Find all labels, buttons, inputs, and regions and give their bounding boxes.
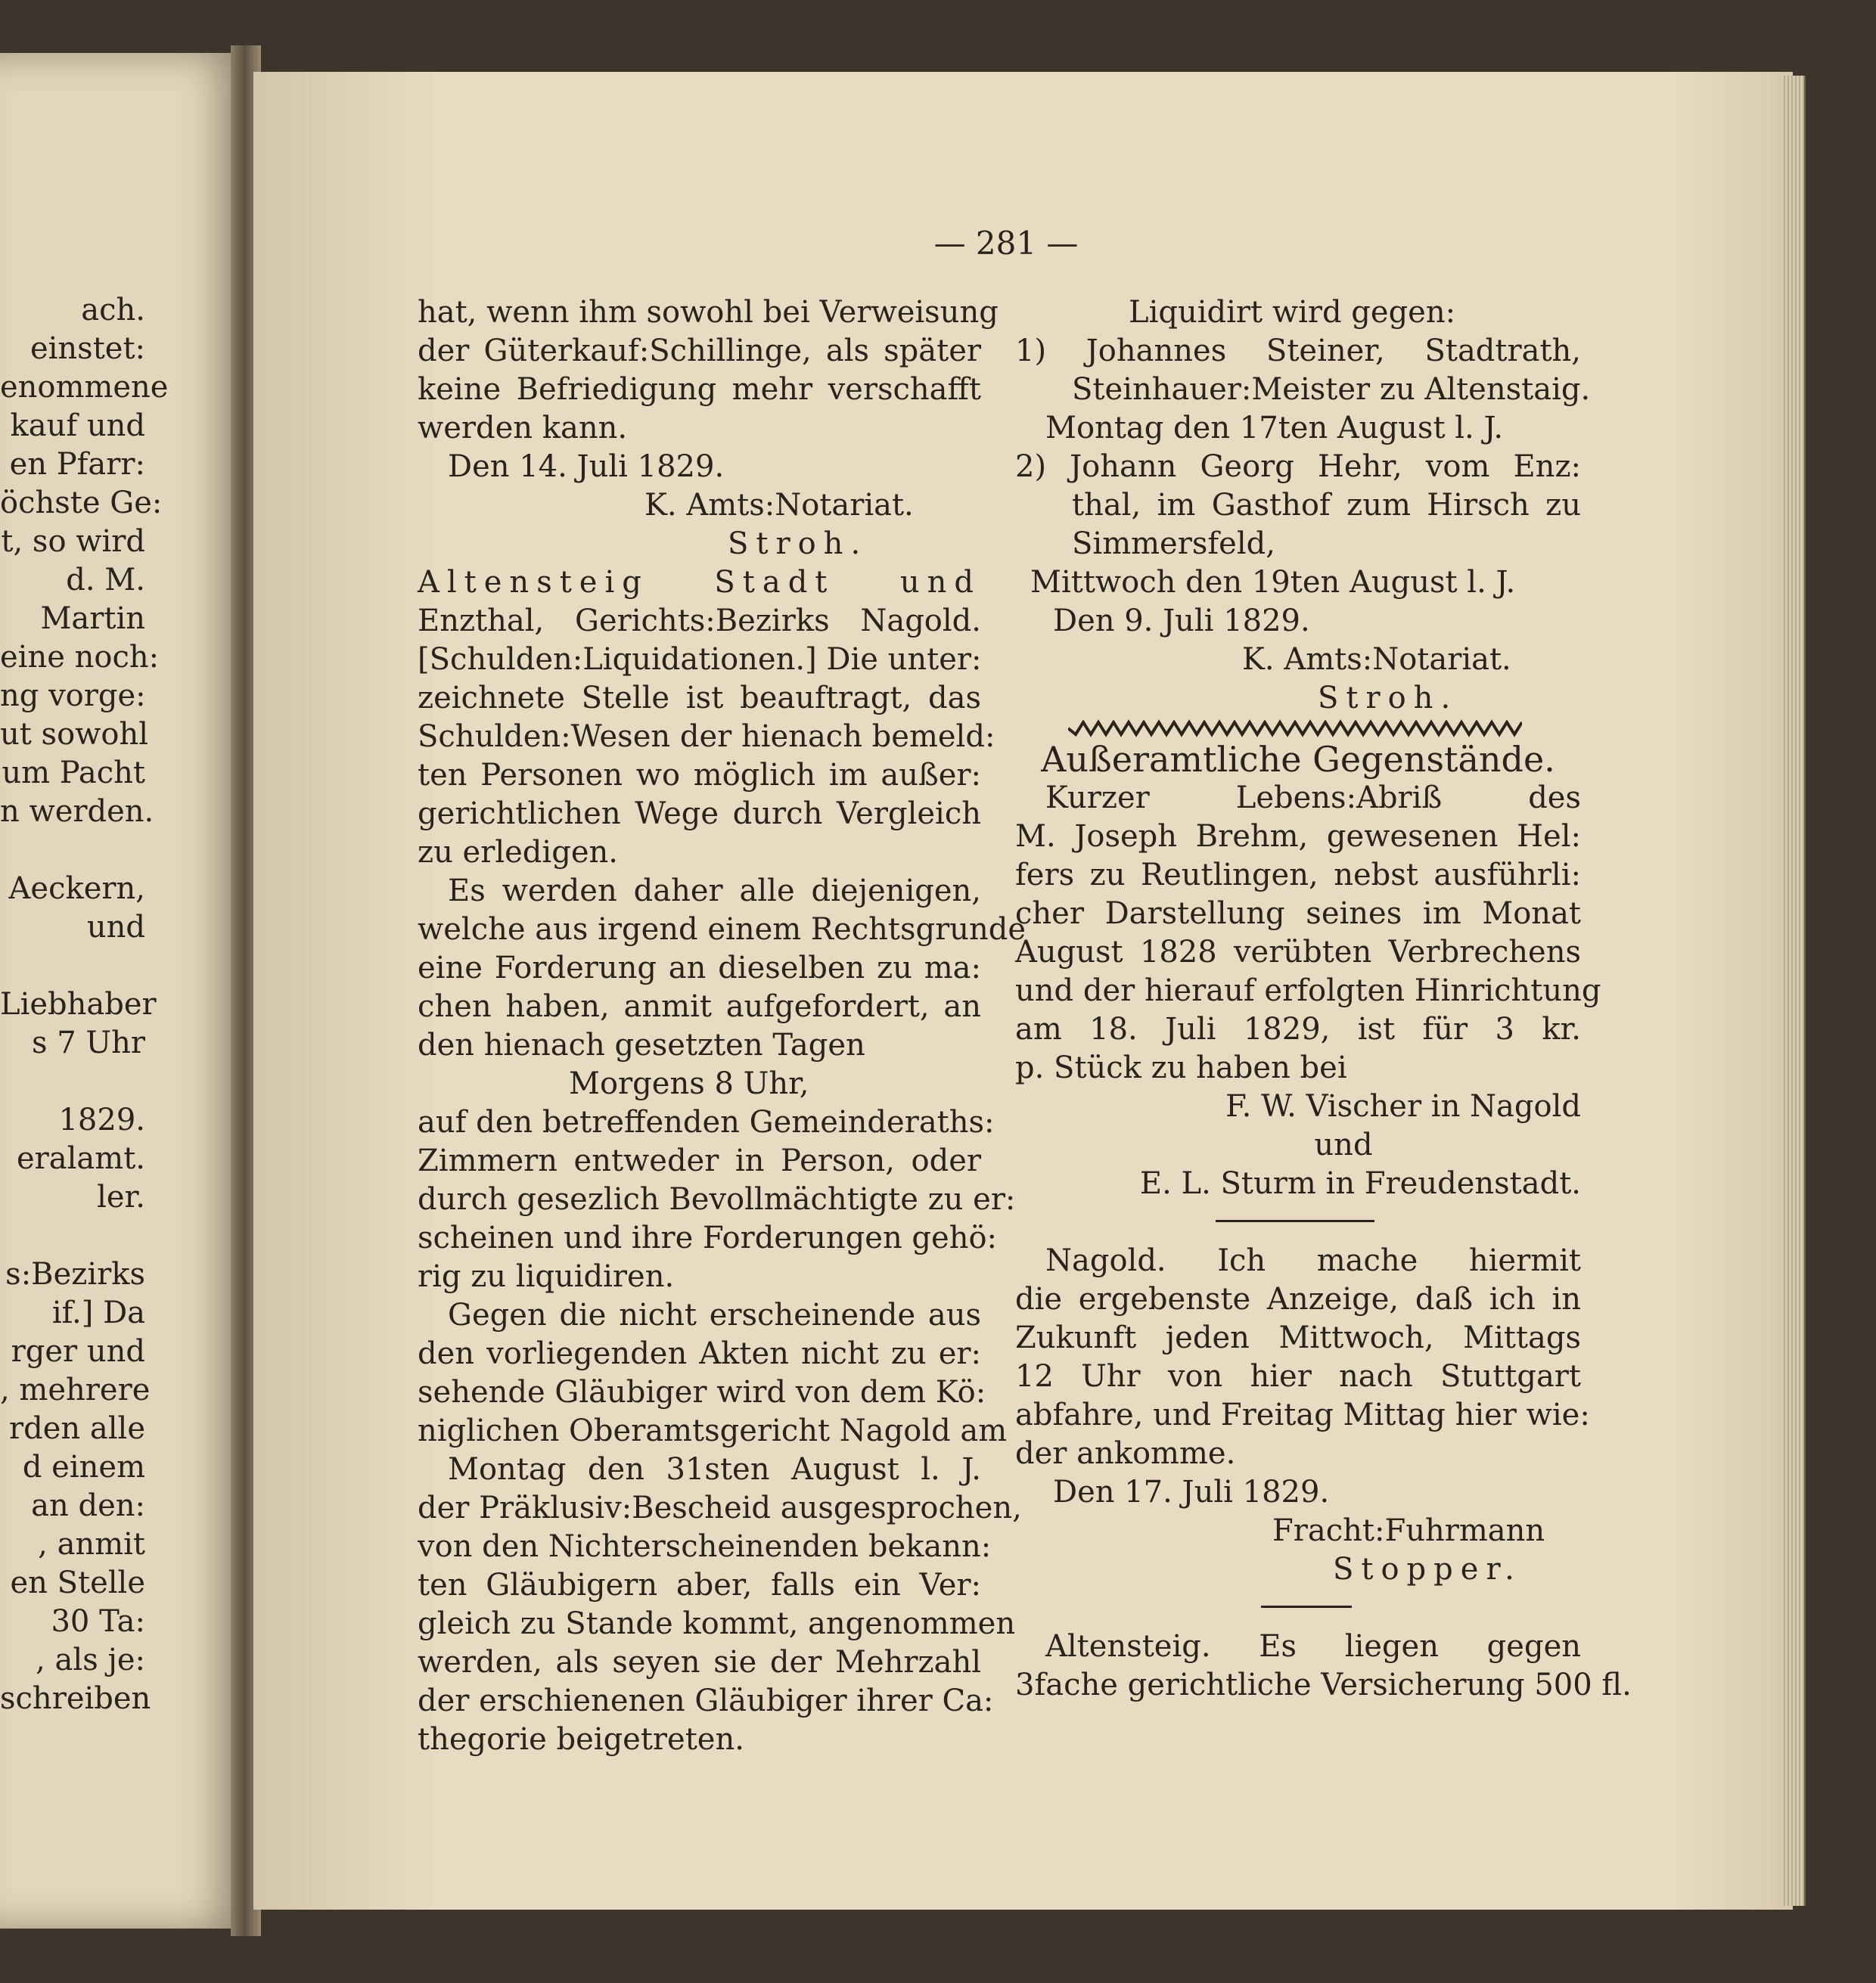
text-line: den hienach gesetzten Tagen: [418, 1028, 865, 1063]
text-line: welche aus irgend einem Rechtsgrunde: [418, 912, 1027, 947]
text-line: August 1828 verübten Verbrechens: [1015, 935, 1581, 970]
text-line: Enzthal, Gerichts:Bezirks Nagold.: [418, 604, 981, 638]
creditor-call-paragraph: [418, 872, 1027, 1065]
text-line: werden kann.: [418, 411, 628, 445]
wavy-rule-icon: [1068, 719, 1522, 737]
liquidation-item-1: [1015, 332, 1591, 448]
wavy-separator: [1015, 718, 1581, 740]
left-page-line: eralamt.: [17, 1141, 145, 1176]
text-line: Nagold. Ich mache hiermit: [1045, 1243, 1581, 1278]
text-line: thegorie beigetreten.: [418, 1722, 744, 1757]
left-page-line: en Pfarr:: [9, 447, 145, 482]
text-line: zu erledigen.: [418, 835, 618, 870]
column-left: [418, 293, 1027, 1759]
notice-date: Den 14. Juli 1829.: [448, 449, 725, 484]
notice-date: Den 9. Juli 1829.: [1053, 604, 1310, 638]
text-line: M. Joseph Brehm, gewesenen Hel:: [1015, 819, 1581, 854]
text-line: ten Personen wo möglich im außer:: [418, 758, 981, 793]
notice-heading: Altensteig Stadt und: [418, 565, 981, 600]
page-edges: [1781, 76, 1806, 1906]
text-line: Altensteig. Es liegen gegen: [1045, 1629, 1581, 1664]
left-page-line: ler.: [97, 1180, 145, 1215]
notary-signer: Stroh.: [728, 526, 868, 561]
text-line: Simmersfeld,: [1072, 526, 1275, 561]
intro-paragraph: [418, 293, 999, 448]
seller-1: F. W. Vischer in Nagold: [1225, 1089, 1581, 1124]
text-line: die ergebenste Anzeige, daß ich in: [1015, 1282, 1581, 1317]
text-line: 3fache gerichtliche Versicherung 500 fl.: [1015, 1668, 1632, 1702]
left-page-line: rden alle: [9, 1411, 145, 1446]
left-page-text: [0, 291, 169, 1718]
book-announcement: [1015, 779, 1601, 1203]
left-page: [0, 53, 250, 1929]
item-1-date: Montag den 17ten August l. J.: [1045, 411, 1504, 445]
text-line: und der hierauf erfolgten Hinrichtung: [1015, 973, 1601, 1008]
left-page-line: s:Bezirks: [5, 1257, 145, 1292]
notary-signer: Stroh.: [1318, 681, 1458, 715]
left-page-line: [0, 947, 145, 985]
text-line: werden, als seyen sie der Mehrzahl: [418, 1645, 981, 1680]
conjunction: und: [1314, 1128, 1373, 1162]
divider-rule: [1015, 1203, 1581, 1242]
transport-announcement: [1015, 1242, 1590, 1589]
text-line: Gegen die nicht erscheinende aus: [448, 1298, 981, 1333]
left-page-line: ut sowohl: [0, 717, 149, 752]
left-page-line: ng vorge:: [0, 678, 146, 713]
text-line: 1) Johannes Steiner, Stadtrath,: [1015, 334, 1581, 368]
text-line: auf den betreffenden Gemeinderaths:: [418, 1105, 995, 1140]
item-2-date: Mittwoch den 19ten August l. J.: [1030, 565, 1516, 600]
left-page-line: enommene: [0, 370, 169, 405]
section-title: Außeramtliche Gegenstände.: [1041, 739, 1555, 780]
text-line: rig zu liquidiren.: [418, 1259, 675, 1294]
text-line: eine Forderung an dieselben zu ma:: [418, 951, 981, 985]
text-line: der erschienenen Gläubiger ihrer Ca:: [418, 1684, 994, 1718]
left-page-line: kauf und: [10, 408, 145, 443]
text-line: den vorliegenden Akten nicht zu er:: [418, 1336, 981, 1371]
notary-office: K. Amts:Notariat.: [1242, 642, 1511, 677]
text-line: hat, wenn ihm sowohl bei Verweisung: [418, 295, 999, 330]
text-line: gerichtlichen Wege durch Vergleich: [418, 796, 981, 831]
text-line: zeichnete Stelle ist beauftragt, das: [418, 681, 981, 715]
text-line: niglichen Oberamtsgericht Nagold am: [418, 1414, 1008, 1448]
left-page-line: [0, 1217, 145, 1255]
transport-date: Den 17. Juli 1829.: [1053, 1475, 1330, 1510]
left-page-line: 1829.: [58, 1103, 145, 1137]
text-line: von den Nichterscheinenden bekann:: [418, 1529, 992, 1564]
left-page-line: Martin: [40, 601, 145, 636]
text-line: 2) Johann Georg Hehr, vom Enz:: [1015, 449, 1581, 484]
left-page-line: , mehrere: [0, 1373, 151, 1407]
left-page-line: einstet:: [30, 331, 145, 366]
text-line: der Präklusiv:Bescheid ausgesprochen,: [418, 1491, 1022, 1525]
text-line: fers zu Reutlingen, nebst ausführli:: [1015, 858, 1581, 892]
left-page-line: rger und: [11, 1334, 145, 1369]
left-page-line: Liebhaber: [0, 987, 157, 1022]
text-line: sehende Gläubiger wird von dem Kö:: [418, 1375, 986, 1410]
left-page-line: 30 Ta:: [51, 1604, 145, 1639]
left-page-line: en Stelle: [10, 1566, 145, 1600]
left-page-line: d einem: [22, 1450, 145, 1485]
left-page-line: an den:: [31, 1488, 145, 1523]
column-right: [1015, 293, 1632, 1705]
text-line: Zimmern entweder in Person, oder: [418, 1144, 981, 1178]
left-page-line: um Pacht: [2, 756, 145, 790]
liquidation-item-2: [1015, 448, 1581, 602]
text-line: der ankomme.: [1015, 1436, 1236, 1471]
text-line: thal, im Gasthof zum Hirsch zu: [1072, 488, 1581, 523]
text-line: cher Darstellung seines im Monat: [1015, 896, 1581, 931]
left-page-line: s 7 Uhr: [32, 1026, 145, 1060]
text-line: ten Gläubigern aber, falls ein Ver:: [418, 1568, 981, 1603]
text-line: 12 Uhr von hier nach Stuttgart: [1015, 1359, 1581, 1394]
notary-office: K. Amts:Notariat.: [644, 488, 914, 523]
left-page-line: d. M.: [66, 563, 145, 597]
left-page-line: t, so wird: [1, 524, 145, 559]
left-page-line: n werden.: [0, 794, 154, 829]
left-page-line: und: [86, 910, 145, 945]
altensteig-announcement: [1015, 1628, 1632, 1705]
text-line: Kurzer Lebens:Abriß des: [1045, 780, 1581, 815]
text-line: keine Befriedigung mehr verschafft: [418, 372, 981, 407]
left-page-line: if.] Da: [51, 1296, 145, 1330]
signer-title: Fracht:Fuhrmann: [1272, 1513, 1545, 1548]
left-page-line: [0, 1063, 145, 1101]
text-line: Schulden:Wesen der hienach bemeld:: [418, 719, 995, 754]
left-page-line: ach.: [81, 293, 145, 327]
liquidation-heading: Liquidirt wird gegen:: [1129, 295, 1456, 330]
text-line: der Güterkauf:Schillinge, als später: [418, 334, 981, 368]
transport-signer: Stopper.: [1333, 1552, 1522, 1587]
text-line: Steinhauer:Meister zu Altenstaig.: [1072, 372, 1591, 407]
preclusion-paragraph: [418, 1296, 1022, 1759]
text-line: [Schulden:Liquidationen.] Die unter:: [418, 642, 982, 677]
preclusion-deadline: Montag den 31sten August l. J.: [448, 1452, 981, 1487]
appointment-time: Morgens 8 Uhr,: [569, 1066, 809, 1101]
divider-rule: [1015, 1589, 1581, 1628]
left-page-line: öchste Ge:: [0, 486, 163, 520]
seller-2: E. L. Sturm in Freudenstadt.: [1139, 1166, 1581, 1201]
text-line: gleich zu Stande kommt, angenommen: [418, 1606, 1016, 1641]
page-number: — 281 —: [933, 225, 1079, 262]
notice-paragraph: [418, 602, 995, 872]
left-page-line: [0, 831, 145, 870]
text-line: durch gesezlich Bevollmächtigte zu er:: [418, 1182, 1016, 1217]
text-line: scheinen und ihre Forderungen gehö:: [418, 1221, 998, 1255]
text-line: Zukunft jeden Mittwoch, Mittags: [1015, 1320, 1581, 1355]
text-line: p. Stück zu haben bei: [1015, 1050, 1347, 1085]
left-page-line: , als je:: [36, 1643, 145, 1677]
text-line: chen haben, anmit aufgefordert, an: [418, 989, 981, 1024]
left-page-line: eine noch:: [0, 640, 160, 675]
text-line: am 18. Juli 1829, ist für 3 kr.: [1015, 1012, 1581, 1047]
left-page-line: schreiben: [0, 1681, 151, 1716]
text-line: Es werden daher alle diejenigen,: [448, 874, 981, 908]
left-page-line: Aeckern,: [8, 871, 145, 906]
text-line: abfahre, und Freitag Mittag hier wie:: [1015, 1398, 1590, 1432]
appearance-paragraph: [418, 1103, 1016, 1296]
left-page-line: , anmit: [38, 1527, 145, 1562]
